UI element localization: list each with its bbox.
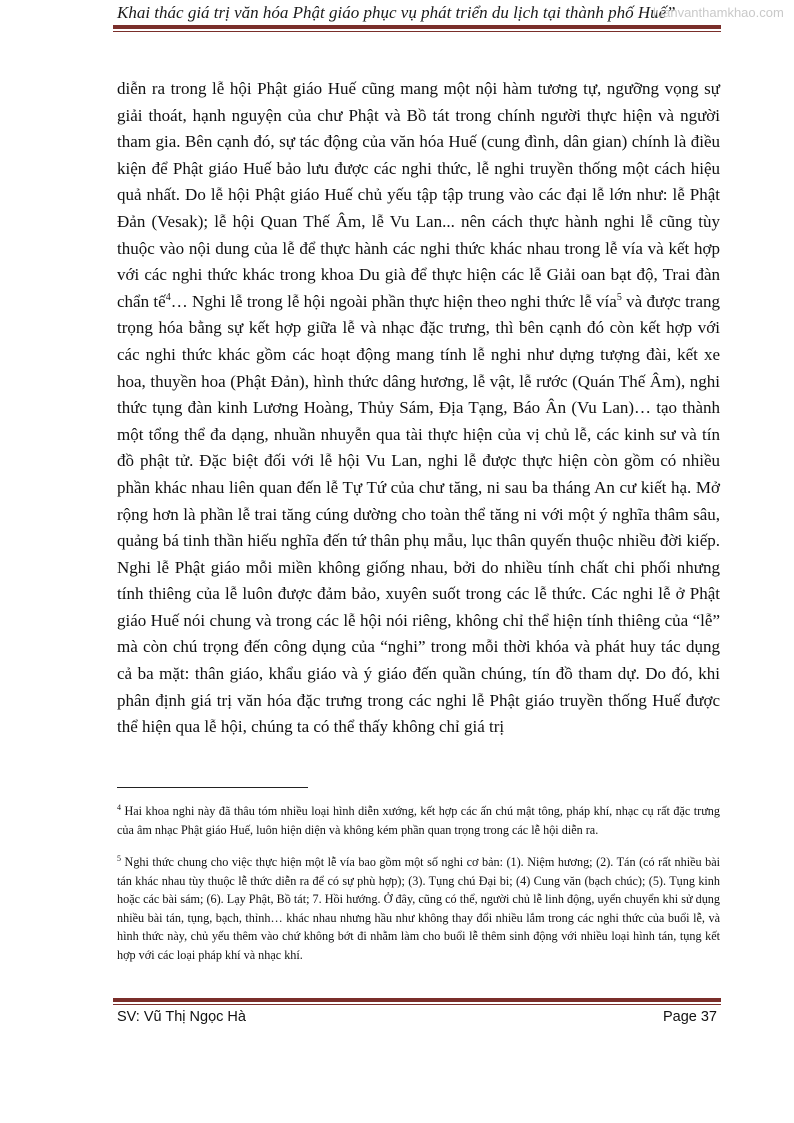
footnote-5 bbox=[117, 853, 720, 964]
footnote-4 bbox=[117, 802, 720, 839]
header-divider-thin bbox=[113, 31, 721, 32]
footnote-ref-5[interactable]: 5 bbox=[616, 291, 622, 303]
footnote-number-4: 4 bbox=[117, 803, 121, 812]
footnotes-section bbox=[117, 802, 720, 978]
body-paragraph bbox=[117, 76, 720, 741]
footer-divider-thick bbox=[113, 998, 721, 1002]
footer-author: SV: Vũ Thị Ngọc Hà bbox=[117, 1009, 246, 1025]
watermark-text: luanvanthamkhao.com bbox=[653, 5, 784, 20]
footnote-text-5: Nghi thức chung cho việc thực hiện một lễ vía bao gồm một số nghi cơ bản: (1). Niệm hương; (2). Tán (có rất nhiều bài tán khác nhau tùy thuộc lễ thức diễn ra để có sự phù hợp); (3). Tụng chú Đại bi; (4) Cung văn (bạch chúc); (5). Tụng kinh hoặc các bài sám; (6). Lạy Phật, Bồ tát; 7. Hồi hướng. Ở đây, cũng có thể, người chủ lễ linh động, uyển chuyển khi sử dụng nhiều bài tán, tụng, bạch, thỉnh… khác nhau nhưng hầu như không thay đổi nhiều lắm trong các nghi thức của buổi lễ, và hình thức này, chủ yếu thêm vào chứ không bớt đi nhằm làm cho buổi lễ thêm sinh động với nhiều loại hình tán, tụng kết hợp với các loại pháp khí và nhạc khí. bbox=[117, 855, 720, 962]
body-text-part-1: diễn ra trong lễ hội Phật giáo Huế cũng mang một nội hàm tương tự, ngưỡng vọng sự giải thoát, hạnh nguyện của chư Phật và Bồ tát trong chính người thực hiện và người tham gia. Bên cạnh đó, sự tác động của văn hóa Huế (cung đình, dân gian) chính là điều kiện để Phật giáo Huế bảo lưu được các nghi thức, lễ nghi truyền thống một cách hiệu quả nhất. Do lễ hội Phật giáo Huế chủ yếu tập tập trung vào các đại lễ lớn như: lễ Phật Đản (Vesak); lễ hội Quan Thế Âm, lễ Vu Lan... nên cách thực hành nghi lễ cũng tùy thuộc vào nội dung của lễ để thực hành các nghi thức khác nhau trong lễ vía và kết hợp với các nghi thức khác trong khoa Du già để thực hiện các lễ Giải oan bạt độ, Trai đàn chẩn tế bbox=[117, 79, 720, 311]
body-text-part-3: và được trang trọng hóa bằng sự kết hợp giữa lễ và nhạc đặc trưng, thì bên cạnh đó còn kết hợp với các nghi thức khác gồm các hoạt động mang tính lễ nghi như dựng tượng đài, kết xe hoa, thuyền hoa (Phật Đản), hình thức dâng hương, lễ vật, lễ rước (Quán Thế Âm), nghi thức tụng đàn kinh Lương Hoàng, Thủy Sám, Địa Tạng, Báo Ân (Vu Lan)… tạo thành một tổng thể đa dạng, nhuần nhuyễn qua tài thực hiện của vị chủ lễ, các kinh sư và tín đồ phật tử. Đặc biệt đối với lễ hội Vu Lan, nghi lễ được thực hiện còn gồm có nhiều phần khác nhau liên quan đến lễ Tự Tứ của chư tăng, ni sau ba tháng An cư kiết hạ. Mở rộng hơn là phần lễ trai tăng cúng dường cho toàn thể tăng ni với một ý nghĩa thâm sâu, quảng bá tinh thần hiếu nghĩa đến tứ thân phụ mẫu, lục thân quyến thuộc nhiều đời kiếp. Nghi lễ Phật giáo mỗi miền không giống nhau, bởi do nhiều tính chất chi phối nhưng tính thiêng của lễ luôn được đảm bảo, xuyên suốt trong các lễ thức. Các nghi lễ ở Phật giáo Huế nói chung và trong các lễ hội nói riêng, không chỉ thể hiện tính thiêng của “lễ” mà còn chú trọng đến công dụng của “nghi” trong mỗi thời khóa và phát huy tác dụng cả ba mặt: thân giáo, khẩu giáo và ý giáo đến quần chúng, tín đồ tham dự. Do đó, khi phân định giá trị văn hóa đặc trưng trong các nghi lễ Phật giáo truyền thống Huế được thể hiện qua lễ hội, chúng ta có thể thấy không chỉ giá trị bbox=[117, 291, 720, 737]
header-divider-thick bbox=[113, 25, 721, 29]
footnote-text-4: Hai khoa nghi này đã thâu tóm nhiều loại hình diễn xướng, kết hợp các ấn chú mật tông, pháp khí, nhạc cụ rất đặc trưng của âm nhạc Phật giáo Huế, luôn hiện diện và không kém phần quan trọng trong các lễ hội diễn ra. bbox=[117, 804, 720, 837]
footer-divider-thin bbox=[113, 1004, 721, 1005]
page-number: Page 37 bbox=[662, 1009, 717, 1025]
footnote-ref-4[interactable]: 4 bbox=[165, 291, 171, 303]
footnote-number-5: 5 bbox=[117, 854, 121, 863]
body-text-part-2: … Nghi lễ trong lễ hội ngoài phần thực hiện theo nghi thức lễ vía bbox=[170, 291, 617, 311]
running-header-title: Khai thác giá trị văn hóa Phật giáo phục vụ phát triển du lịch tại thành phố Huế” bbox=[117, 3, 676, 22]
footnote-separator bbox=[117, 787, 308, 788]
